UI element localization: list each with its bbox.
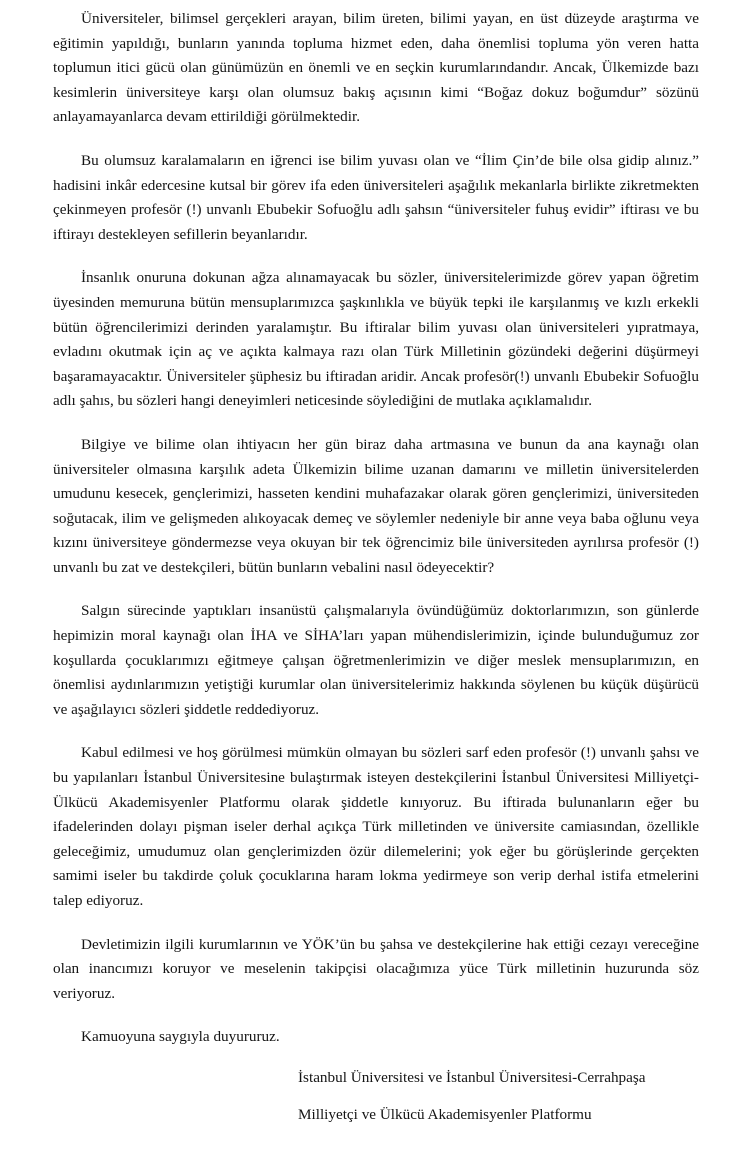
paragraph-need-for-science: Bilgiye ve bilime olan ihtiyacın her gün biraz daha artmasına ve bunun da ana kaynağı olan üniversiteler olmasına karşılık adeta Ülkemizin bilime uzanan damarını ve milletin üniversitelerden umudunu kesecek, gençlerimizi, hasseten kendini muhafazakar olarak gören gençlerimizi, üniversiteden soğutacak, ilim ve gelişmeden alıkoyacak demeç ve söylemler nedeniyle bir anne veya baba oğlunu veya kızını üniversiteye göndermezse veya okuyan bir tek öğrencimiz bile üniversiteden ayrılırsa profesör (!) unvanlı bu zat ve destekçileri, bütün bunların vebalini nasıl ödeyecektir? xyxy=(53,435,699,576)
paragraph-trust-in-state: Devletimizin ilgili kurumlarının ve YÖK’ün bu şahsa ve destekçilerine hak ettiği cezayı vereceğine olan inancımızı koruyor ve meselenin takipçisi olacağımıza yüce Türk milletinin huzurunda söz veriyoruz. xyxy=(53,935,699,1002)
statement-body xyxy=(53,7,699,1050)
paragraph-human-dignity: İnsanlık onuruna dokunan ağza alınamayacak bu sözler, üniversitelerimizde görev yapan öğretim üyesinden memuruna bütün mensuplarımızca şaşkınlıkla ve büyük tepki ile karşılanmış ve kızlı erkekli bütün öğrencilerimizi derinden yaralamıştır. Bu iftiralar bilim yuvası olan üniversiteleri yıpratmaya, evladını okutmak için aç ve açıkta kalmaya razı olan Türk Milletinin gözündeki değerini düşürmeyi başaramayacaktır. Üniversiteler şüphesiz bu iftiradan aridir. Ancak profesör(!) unvanlı Ebubekir Sofuoğlu adlı şahıs, bu sözleri hangi deneyimleri neticesinde söylediğini de mutlaka açıklamalıdır. xyxy=(53,269,699,410)
signature-institution: İstanbul Üniversitesi ve İstanbul Üniversitesi-Cerrahpaşa xyxy=(298,1069,646,1086)
paragraph-announcement: Kamuoyuna saygıyla duyururuz. xyxy=(81,1028,280,1046)
paragraph-slander: Bu olumsuz karalamaların en iğrenci ise bilim yuvası olan ve “İlim Çin’de bile olsa gidip alınız.” hadisini inkâr edercesine kutsal bir görev ifa eden üniversiteleri aşağılık mekanlarla birlikte zikretmekten çekinmeyen profesör (!) unvanlı Ebubekir Sofuoğlu adlı şahsın “üniversiteler fuhuş evidir” iftirası ve bu iftirayı destekleyen sefillerin beyanlarıdır. xyxy=(53,151,699,243)
paragraph-condemnation: Kabul edilmesi ve hoş görülmesi mümkün olmayan bu sözleri sarf eden profesör (!) unvanlı şahsı ve bu yapılanları İstanbul Üniversitesine bulaştırmak isteyen destekçilerini İstanbul Üniversitesi Milliyetçi-Ülkücü Akademisyenler Platformu olarak şiddetle kınıyoruz. Bu iftirada bulunanların eğer bu ifadelerinden dolayı pişman iseler derhal açıkça Türk milletinden ve üniversite camiasından, özellikle geleceğimiz, umudumuz olan gençlerimizden özür dilemelerini; yok eğer bu görüşlerinde gerçekten samimi iseler bu takdirde çoluk çocuklarına haram lokma yedirmeye son verip derhal istifa etmelerini talep ediyoruz. xyxy=(53,744,699,909)
paragraph-universities-role: Üniversiteler, bilimsel gerçekleri arayan, bilim üreten, bilimi yayan, en üst düzeyde araştırma ve eğitimin yapıldığı, bunların yanında topluma hizmet eden, daha önemlisi topluma yön veren hatta toplumun itici gücü olan günümüzün en önemli ve en seçkin kurumlarındandır. Ancak, Ülkemizde bazı kesimlerin üniversiteye karşı olan olumsuz bakış açısının kimi “Boğaz dokuz boğumdur” sözünü anlayamayanlarca devam ettirildiği görülmektedir. xyxy=(53,10,699,126)
signature-platform: Milliyetçi ve Ülkücü Akademisyenler Platformu xyxy=(298,1106,592,1123)
paragraph-rejection: Salgın sürecinde yaptıkları insanüstü çalışmalarıyla övündüğümüz doktorlarımızın, son günlerde hepimizin moral kaynağı olan İHA ve SİHA’ları yapan mühendislerimizin, içinde bulunduğumuz zor koşullarda çocuklarımızı eğitmeye çalışan öğretmenlerimizin ve diğer meslek mensuplarımızın, en önemlisi aydınlarımızın yetiştiği kurumlar olan üniversitelerimiz hakkında söylenen bu küçük düşürücü ve aşağılayıcı sözleri şiddetle reddediyoruz. xyxy=(53,602,699,718)
